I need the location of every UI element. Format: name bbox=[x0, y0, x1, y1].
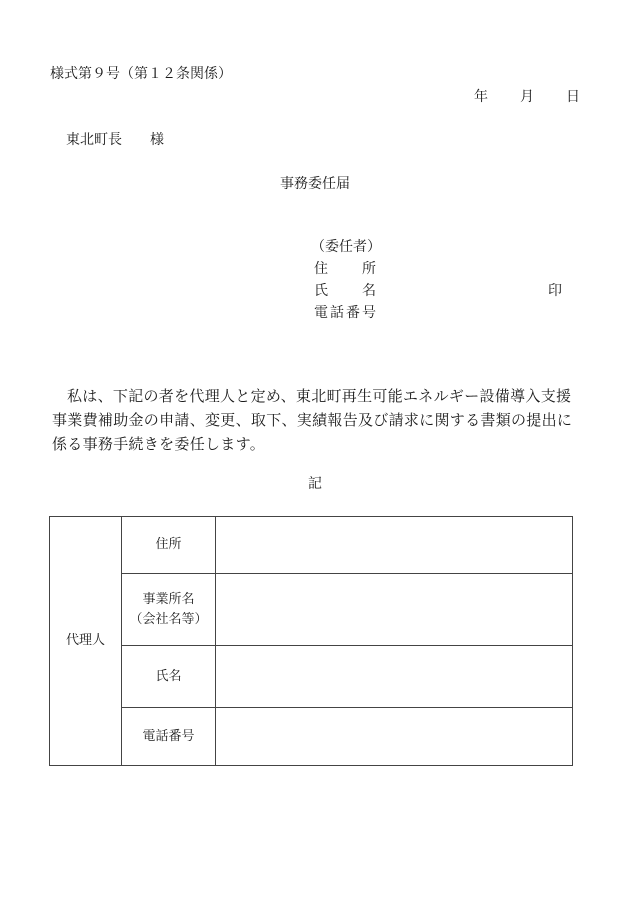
agent-office-label-line2: （会社名等） bbox=[129, 611, 208, 627]
agent-table bbox=[49, 516, 573, 766]
delegator-address-label: 住所 bbox=[314, 261, 376, 277]
agent-name-value[interactable] bbox=[216, 646, 573, 708]
body-text: 私は、下記の者を代理人と定め、東北町再生可能エネルギー設備導入支援事業費補助金の申請、変更、取下、実績報告及び請求に関する書類の提出に係る事務手続きを委任します。 bbox=[52, 387, 573, 453]
date-month: 月 bbox=[520, 89, 534, 105]
delegator-block bbox=[311, 236, 381, 324]
table-row bbox=[50, 646, 573, 708]
agent-phone-label: 電話番号 bbox=[122, 708, 216, 766]
table-row bbox=[50, 574, 573, 646]
table-row bbox=[50, 708, 573, 766]
agent-name-label: 氏名 bbox=[122, 646, 216, 708]
agent-office-value[interactable] bbox=[216, 574, 573, 646]
agent-office-label-line1: 事業所名 bbox=[142, 591, 195, 607]
delegator-name-label: 氏名 bbox=[314, 283, 376, 299]
delegator-phone-label: 電話番号 bbox=[314, 305, 376, 321]
date-year: 年 bbox=[474, 89, 488, 105]
seal-mark: 印 bbox=[548, 283, 562, 299]
agent-office-label bbox=[122, 574, 216, 646]
agent-address-value[interactable] bbox=[216, 517, 573, 574]
date-day: 日 bbox=[566, 89, 580, 105]
form-number: 様式第９号（第１２条関係） bbox=[50, 66, 232, 82]
agent-address-label: 住所 bbox=[122, 517, 216, 574]
document-title: 事務委任届 bbox=[280, 176, 350, 192]
table-row bbox=[50, 517, 573, 574]
agent-group-label: 代理人 bbox=[50, 517, 122, 766]
agent-phone-value[interactable] bbox=[216, 708, 573, 766]
delegator-heading: （委任者） bbox=[311, 239, 381, 255]
addressee: 東北町長 様 bbox=[66, 132, 164, 148]
ki-mark: 記 bbox=[308, 476, 322, 492]
